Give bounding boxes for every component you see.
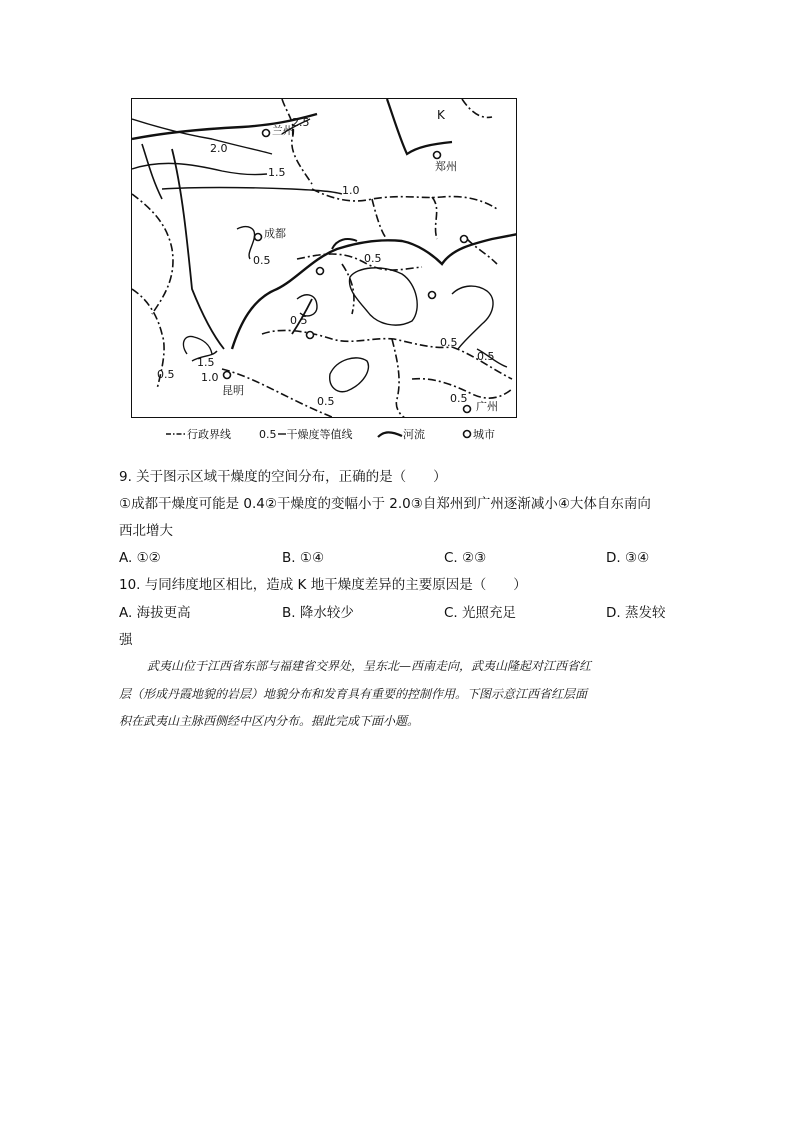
question-9-statements-line2: 西北增大 [119, 523, 173, 539]
q10-option-c: C. 光照充足 [444, 605, 517, 621]
question-9-statements-line1: ①成都干燥度可能是 0.4②干燥度的变幅小于 2.0③自郑州到广州逐渐减小④大体自东南向 [119, 496, 651, 512]
legend-river: 河流 [377, 425, 425, 443]
contour-label: 0.5 [157, 368, 175, 381]
city-marker-changsha [429, 292, 436, 299]
contour-label: 0.5 [477, 350, 495, 363]
isoline-05-small [297, 295, 317, 316]
isoline-15 [132, 163, 267, 174]
point-label-k: K [437, 108, 445, 122]
city-marker-kunming [224, 372, 231, 379]
city-marker-guiyang [307, 332, 314, 339]
boundary-line-icon [165, 429, 187, 439]
q9-option-c: C. ②③ [444, 550, 487, 566]
contour-label: 1.5 [197, 356, 215, 369]
city-label-zhengzhou: 郑州 [435, 160, 457, 173]
city-marker-guangzhou [464, 406, 471, 413]
q10-option-a: A. 海拔更高 [119, 605, 191, 621]
q10-option-d-wrap: 强 [119, 632, 133, 648]
legend-boundary: 行政界线 [165, 425, 231, 443]
contour-label: 0.5 [450, 392, 468, 405]
city-marker-chongqing [317, 268, 324, 275]
passage-line-1: 武夷山位于江西省东部与福建省交界处，呈东北—西南走向，武夷山隆起对江西省红 [147, 659, 592, 673]
boundary-1 [282, 99, 312, 184]
boundary-3 [312, 189, 497, 209]
passage-line-2: 层（形成丹霞地貌的岩层）地貌分布和发育具有重要的控制作用。下图示意江西省红层面 [119, 687, 588, 701]
city-circle-icon [461, 428, 473, 440]
map-legend [165, 425, 545, 443]
q10-option-d: D. 蒸发较 [606, 605, 666, 621]
legend-isoline: 0.5 干燥度等值线 [259, 427, 353, 441]
isoline-icon [277, 429, 287, 439]
boundary-4 [372, 199, 387, 239]
city-label-lanzhou: 兰州 [272, 124, 294, 137]
river-west-2 [142, 144, 162, 199]
isoline-05-kunming [183, 336, 212, 354]
contour-label: 2.5 [292, 116, 310, 129]
isoline-chengdu [237, 227, 255, 259]
boundary-5 [432, 197, 437, 239]
river-line-icon [377, 429, 403, 439]
q9-option-a: A. ①② [119, 550, 161, 566]
question-10-stem: 10. 与同纬度地区相比，造成 K 地干燥度差异的主要原因是（ ） [119, 577, 527, 593]
legend-city: 城市 [461, 425, 495, 443]
city-label-chengdu: 成都 [264, 227, 286, 240]
city-label-guangzhou: 广州 [476, 400, 498, 413]
contour-label: 1.0 [201, 371, 219, 384]
isoline-05-east [452, 286, 493, 349]
river-west [172, 149, 224, 349]
map-drawing [132, 99, 517, 418]
contour-label: 0.5 [317, 395, 335, 408]
isoline-05-sw [330, 358, 369, 392]
q10-option-b: B. 降水较少 [282, 605, 354, 621]
boundary-15 [342, 264, 354, 314]
contour-label: 0.5 [364, 252, 382, 265]
city-marker-chengdu [255, 234, 262, 241]
boundary-7 [262, 330, 452, 347]
boundary-8 [392, 339, 407, 418]
passage-line-3: 积在武夷山主脉西侧经中区内分布。据此完成下面小题。 [119, 714, 420, 728]
q9-option-d: D. ③④ [606, 550, 650, 566]
contour-label: 1.0 [342, 184, 360, 197]
contour-label: 0.5 [290, 314, 308, 327]
boundary-2 [132, 194, 173, 314]
city-marker-zhengzhou [434, 152, 441, 159]
q9-option-b: B. ①④ [282, 550, 325, 566]
boundary-13 [462, 99, 492, 117]
city-marker-lanzhou [263, 130, 270, 137]
dryness-map [131, 98, 517, 418]
city-label-kunming: 昆明 [222, 384, 244, 397]
city-marker-wuhan [461, 236, 468, 243]
contour-label: 2.0 [210, 142, 228, 155]
contour-label: 0.5 [440, 336, 458, 349]
contour-label: 0.5 [253, 254, 271, 267]
isoline-05-mid [349, 268, 417, 325]
contour-label: 1.5 [268, 166, 286, 179]
question-9-stem: 9. 关于图示区域干燥度的空间分布，正确的是（ ） [119, 469, 447, 485]
